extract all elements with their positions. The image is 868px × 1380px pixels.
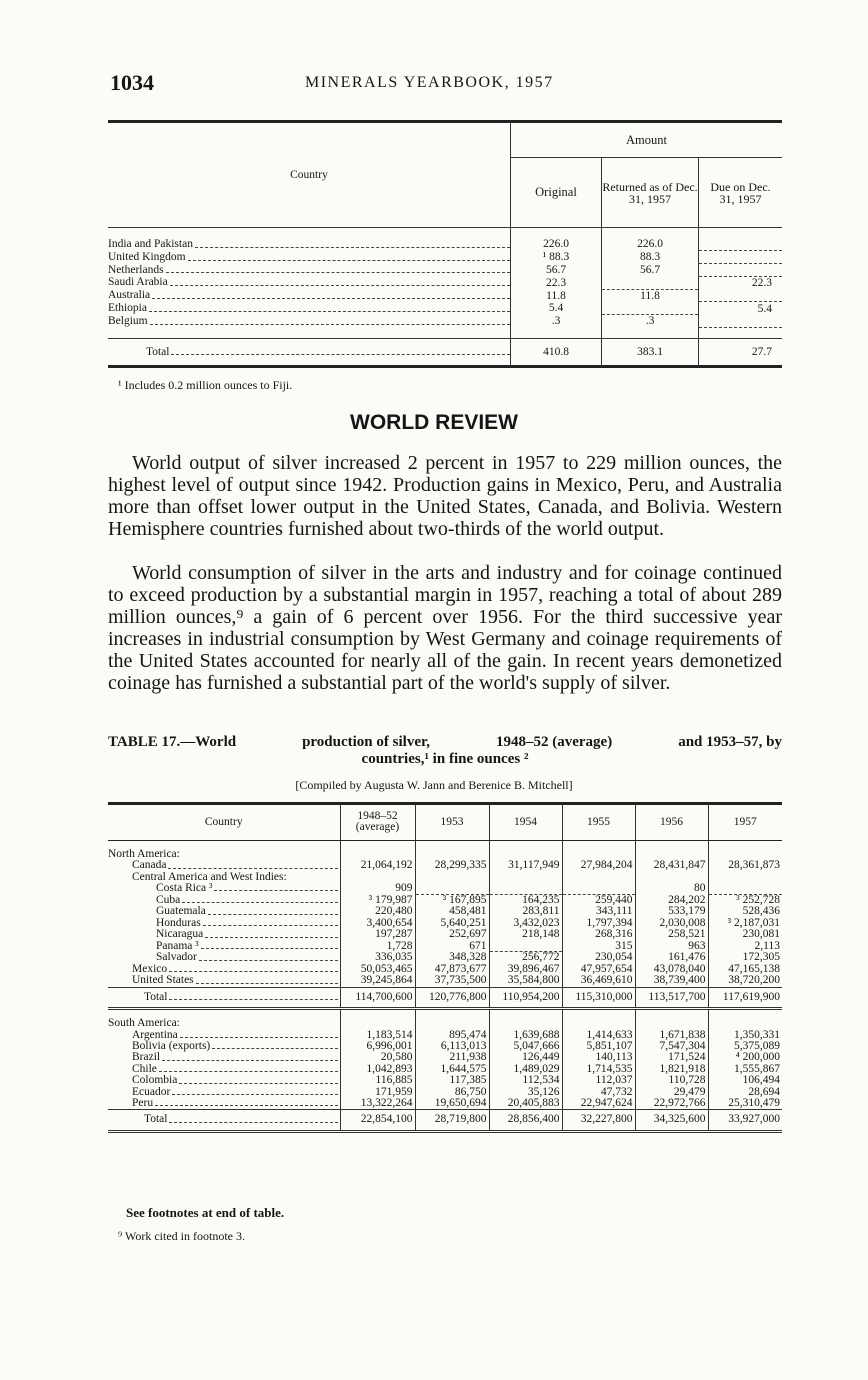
col-year: 1954: [489, 804, 562, 841]
loan-row: Belgium .3 .3: [108, 315, 782, 328]
group-label: South America:: [108, 1018, 782, 1029]
table17-footnote: ⁹ Work cited in footnote 3.: [118, 1229, 245, 1243]
table-row: Honduras 3,400,654 5,640,251 3,432,023 1,797,394 2,030,008 ³ 2,187,031: [156, 916, 780, 929]
table-row: Cuba ³ 179,987 ³ 167,895 164,235 259,440 284,202 ³ 252,728: [156, 893, 780, 906]
loan-row: Australia 11.8 11.8: [108, 289, 782, 302]
loan-total-row: Total: [108, 338, 511, 366]
table17-caption: TABLE 17.—World production of silver, 1948–52 (average) and 1953–57, by countries,¹ in fine ounces ²: [108, 734, 782, 767]
col-year: 1957: [708, 804, 782, 841]
table-row: Mexico 50,053,465 47,873,677 39,896,467 47,957,654 43,078,040 47,165,138: [132, 962, 780, 975]
table-row: Panama ³ 1,728 671 315 963 2,113: [156, 939, 780, 952]
silver-loan-table: [108, 120, 782, 368]
col-due: Due on Dec. 31, 1957: [699, 158, 783, 228]
table-row: Argentina 1,183,514 895,474 1,639,688 1,414,633 1,671,838 1,350,331: [132, 1028, 780, 1041]
table-row: Colombia 116,885 117,385 112,534 112,037 110,728 106,494: [132, 1074, 780, 1087]
silver-production-table: [108, 802, 782, 1133]
table-row: Canada 21,064,192 28,299,335 31,117,949 27,984,204 28,431,847 28,361,873: [132, 859, 780, 872]
table-row: Brazil 20,580 211,938 126,449 140,113 171,524 ⁴ 200,000: [132, 1051, 780, 1064]
see-footnotes: See footnotes at end of table.: [126, 1205, 285, 1220]
col-amount: Amount: [511, 122, 783, 158]
col-country: Country: [108, 804, 340, 841]
table-row: Bolivia (exports) 6,996,001 6,113,013 5,047,666 5,851,107 7,547,304 5,375,089: [132, 1039, 780, 1052]
table-row: United States 39,245,864 37,735,500 35,584,800 36,469,610 38,739,400 38,720,200: [132, 974, 780, 987]
body-paragraph-1: World output of silver increased 2 percent in 1957 to 229 million ounces, the highest level of output since 1942. Production gains in Mexico, Peru, and Australia more than offset lower output in the United States, Canada, and Bolivia. Western Hemisphere countries furnished about two-thirds of the world output.: [108, 452, 782, 540]
col-year: 1955: [562, 804, 635, 841]
table-row: Nicaragua 197,287 252,697 218,148 268,316 258,521 230,081: [156, 928, 780, 941]
loan-row: India and Pakistan 226.0 226.0: [108, 238, 782, 251]
table-row: Ecuador 171,959 86,750 35,126 47,732 29,479 28,694: [132, 1085, 780, 1098]
col-country: Country: [108, 122, 511, 228]
section-title: WORLD REVIEW: [350, 411, 518, 434]
total-row: Total 114,700,600 120,776,800 110,954,200 115,310,000 113,517,700 117,619,900: [108, 987, 782, 1008]
loan-total-original: 410.8: [511, 338, 602, 366]
table-row: Costa Rica ³ 909 80: [108, 883, 782, 894]
col-year: 1948–52 (average): [340, 804, 415, 841]
table-row: Guatemala 220,480 458,481 283,811 343,111 533,179 528,436: [156, 905, 780, 918]
col-original: Original: [511, 158, 602, 228]
page-number: 1034: [110, 70, 154, 95]
loan-total-due: 27.7: [699, 338, 783, 366]
loan-row: Saudi Arabia 22.3 22.3: [108, 276, 782, 289]
table-row: Salvador 336,035 348,328 256,772 230,054 161,476 172,305: [156, 951, 780, 964]
loan-row: Ethiopia 5.4 5.4: [108, 302, 782, 315]
col-year: 1953: [415, 804, 489, 841]
table-row: Chile 1,042,893 1,644,575 1,489,029 1,714,535 1,821,918 1,555,867: [132, 1062, 780, 1075]
loan-row: United Kingdom ¹ 88.3 88.3: [108, 251, 782, 264]
group-label: Central America and West Indies:: [108, 872, 782, 883]
col-returned: Returned as of Dec. 31, 1957: [602, 158, 699, 228]
compiled-by: [Compiled by Augusta W. Jann and Berenice B. Mitchell]: [295, 778, 573, 792]
group-label: North America:: [108, 849, 782, 860]
total-row: Total 22,854,100 28,719,800 28,856,400 32,227,800 34,325,600 33,927,000: [108, 1110, 782, 1131]
loan-total-returned: 383.1: [602, 338, 699, 366]
loan-row: Netherlands 56.7 56.7: [108, 264, 782, 277]
table-row: Peru 13,322,264 19,650,694 20,405,883 22,947,624 22,972,766 25,310,479: [132, 1096, 780, 1109]
col-year: 1956: [635, 804, 708, 841]
running-title: MINERALS YEARBOOK, 1957: [305, 74, 554, 91]
loan-footnote: ¹ Includes 0.2 million ounces to Fiji.: [118, 378, 293, 392]
body-paragraph-2: World consumption of silver in the arts and industry and for coinage continued to exceed production by a substantial margin in 1957, reaching a total of about 289 million ounces,⁹ a gain of 6 percent over 1956. For the third successive year increases in industrial consumption by West Germany and coinage requirements of the United States accounted for nearly all of the gain. In recent years demonetized coinage has furnished a substantial part of the world's supply of silver.: [108, 562, 782, 694]
